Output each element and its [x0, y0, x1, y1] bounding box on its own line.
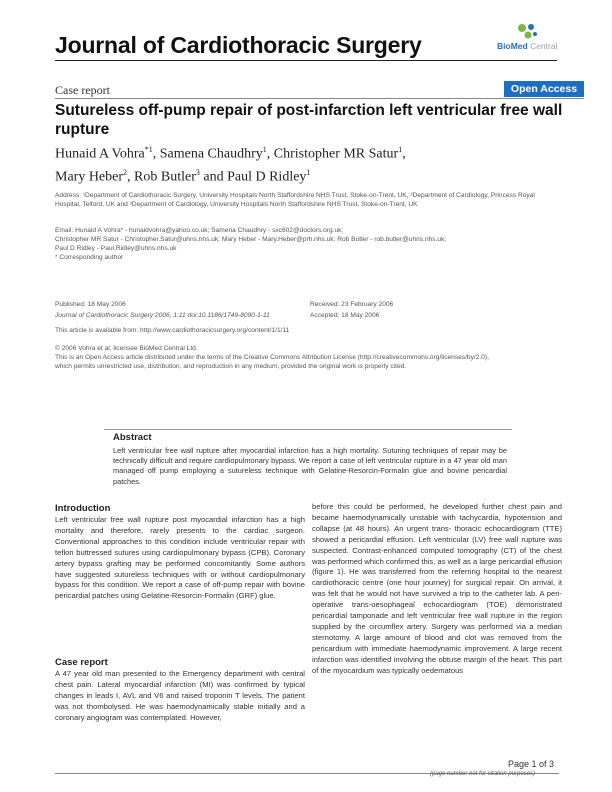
right-column-paragraph: before this could be performed, he developed further chest pain and became haemodynamically unstable with tachycardia, hypotension and collapse (at 48 hours). An urgent trans- thoracic echocardiogram (TTE) showed a pericardial effusion. Left ventricular (LV) free wall rupture was suspected. Contrast-enhanced computed tomography (CT) of the chest was performed which confirmed this, as well as a large pericardial effusion (figure 1). He was transferred from the referring hospital to the nearest cardiothoracic centre (one hour journey) for surgical repair. On arrival, it was felt that he would not have survived a trip to the catheter lab. A peri-operative trans-oesophageal echocardiogram (TOE) demonstrated pericardial tamponade and left ventricular free wall rupture in the region supplied by the circumflex artery. Surgery was performed via a median sternotomy. A large amount of blood and clot was removed from the pericardium with immediate haemodynamic improvement. A large recent infarction was identified involving the obtuse margin of the heart. This part of the myocardium was typically oedematous — [312, 502, 562, 675]
author-name: Rob Butler — [134, 169, 196, 185]
biomed-central-logo — [497, 22, 557, 58]
author-affiliation-mark: 3 — [195, 168, 200, 178]
page-number: Page 1 of 3 — [508, 759, 555, 769]
logo-wordmark-biomed: BioMed — [497, 41, 528, 51]
logo-wordmark-central: Central — [527, 41, 558, 51]
citation: Journal of Cardiothoracic Surgery 2006, 1:11 doi:10.1186/1749-8090-1-11 — [55, 312, 270, 319]
page-number-note: (page number not for citation purposes) — [430, 771, 536, 777]
introduction-paragraph: Left ventricular free wall rupture post myocardial infarction has a high mortality and therefore, rarely presents to the cardiac surgeon. Conventional approaches to this condition include ventricular repair with teflon buttressed sutures using cardiopulmonary bypass (CPB). Coronary artery bypass grafting may be performed concomitantly. Some authors have suggested sutureless techniques with or without cardiopulmonary bypass for this condition. We report a case of off-pump repair with bovine pericardial patches using Gelatine-Resorcin-Formalin (GRF) glue. — [55, 515, 305, 601]
published-date: Published: 18 May 2006 — [55, 301, 126, 308]
license-line: which permits unrestricted use, distribution, and reproduction in any medium, provided the original work is properly cited. — [55, 363, 407, 370]
logo-dots-icon — [515, 22, 539, 40]
author-name: Paul D Ridley — [227, 169, 307, 185]
email-line: Christopher MR Satur - Christopher.Satur@uhns.nhs.uk; Mary Heber - Mary.Heber@prh.nhs.uk; Rob Butler - rob.butler@uhns.nhs.uk; — [55, 235, 447, 243]
email-line: Paul D Ridley - Paul.Ridley@uhns.nhs.uk — [55, 244, 177, 252]
author-name: Christopher MR Satur — [273, 146, 399, 162]
author-separator: , — [127, 169, 135, 185]
author-name: Hunaid A Vohra — [55, 146, 145, 162]
author-affiliation-mark: 2 — [123, 168, 128, 178]
copyright-notice — [55, 344, 565, 371]
article-type: Case report — [55, 83, 110, 97]
case-report-text — [55, 669, 305, 724]
abstract-text: Left ventricular free wall rupture after myocardial infarction has a high mortality. Suturing techniques of repair may be technically difficult and require cardiopulmonary bypass. We report a case of left ventricular rupture in a 47 year old man managed off pump employing a sutureless technique with Gelatine-Resorcin-Formalin glue and bovine pericardial patches. — [113, 446, 507, 486]
author-separator: , — [402, 146, 406, 162]
author-separator: and — [199, 169, 228, 185]
author-affiliation-mark: 1 — [398, 145, 403, 154]
author-name: Samena Chaudhry — [159, 146, 263, 162]
received-date: Received: 23 February 2006 — [310, 301, 394, 308]
logo-wordmark — [497, 41, 557, 51]
author-separator: , — [152, 146, 160, 162]
article-url[interactable]: This article is available from: http://www.cardiothoracicsurgery.org/content/1/1/11 — [55, 327, 290, 334]
author-separator: , — [266, 146, 274, 162]
right-column-text — [312, 502, 562, 677]
author-name: Mary Heber — [55, 169, 124, 185]
submission-dates — [310, 299, 510, 321]
email-line: Email: Hunaid A Vohra* - hunaidvohra@yahoo.co.uk; Samena Chaudhry - sxc602@doctors.org.uk; — [55, 227, 344, 234]
copyright-line: © 2006 Vohra et al; licensee BioMed Central Ltd. — [55, 345, 198, 352]
publication-info — [55, 299, 305, 321]
introduction-text — [55, 515, 305, 602]
author-addresses: Address: ¹Department of Cardiothoracic Surgery, University Hospitals North Staffordshire NHS Trust, Stoke-on-Trent, UK, ²Department of Cardiology, Princess Royal Hospital, Telford, UK and ³Department of Cardiology, University Hospitals North Staffordshire NHS Trust, Stoke-on-Trent, UK — [55, 192, 535, 208]
author-affiliation-mark: *1 — [144, 145, 153, 154]
article-title: Sutureless off-pump repair of post-infarction left ventricular free wall rupture — [55, 102, 563, 138]
article-type-rule — [55, 98, 584, 99]
open-access-badge: Open Access — [504, 81, 584, 97]
accepted-date: Accepted: 18 May 2006 — [310, 312, 380, 319]
introduction-heading: Introduction — [55, 503, 111, 514]
author-emails — [55, 227, 560, 253]
header-rule — [55, 60, 557, 61]
author-list — [55, 141, 535, 187]
abstract-heading: Abstract — [113, 432, 152, 443]
abstract-rule — [104, 429, 512, 430]
corresponding-author-note: * Corresponding author — [55, 254, 124, 261]
case-report-paragraph: A 47 year old man presented to the Emergency department with central chest pain. Lateral myocardial infarction (MI) was confirmed by typical changes in leads I, AVL and V6 and raised troponin T levels. The patient was not thombolysed. He was haemodynamically stable initially and a coronary angiogram was contemplated. However, — [55, 669, 305, 722]
license-line: This is an Open Access article distributed under the terms of the Creative Commons Attribution License (http://creativecommons.org/licenses/by/2.0), — [55, 354, 489, 361]
author-affiliation-mark: 1 — [262, 145, 267, 154]
author-affiliation-mark: 1 — [306, 168, 311, 178]
case-report-heading: Case report — [55, 657, 108, 668]
journal-title: Journal of Cardiothoracic Surgery — [55, 32, 422, 58]
